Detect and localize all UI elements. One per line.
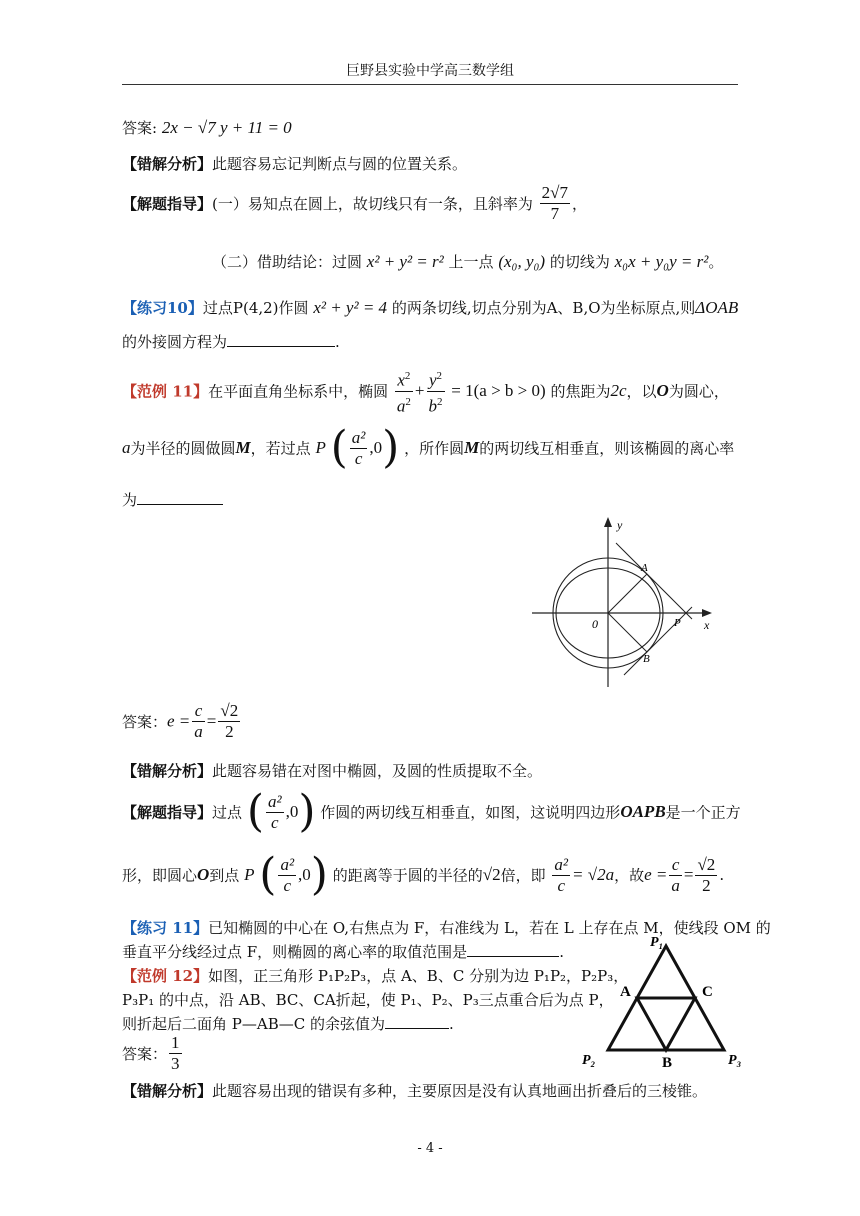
- fl12-line3: 则折起后二面角 P—AB—C 的余弦值为: [122, 1015, 385, 1033]
- fl11-guide2-e2: e =: [644, 865, 668, 884]
- fl11-answer-label: 答案：: [122, 713, 168, 731]
- fl11-guide-c: 是一个正方: [665, 803, 741, 822]
- answer-blank-fl12[interactable]: [385, 1014, 449, 1029]
- answer-math: 2x − √7 y + 11 = 0: [161, 118, 292, 137]
- guide-11-line1: 【解题指导】过点 ( $\frac{\text{a²}}{c}$ ,0) 作圆的两切线互相垂直，如图，这说明四边形OAPB是一个正方: [122, 786, 741, 837]
- fl11-guide2-p: P: [244, 865, 255, 884]
- fl11-answer-value: $\frac{√2}{2}$: [220, 701, 239, 741]
- point-p-y: ,0: [369, 438, 383, 457]
- fl11-line3: 为: [122, 491, 138, 509]
- fl11-err-text: 此题容易错在对图中椭圆，及圆的性质提取不全。: [212, 762, 543, 780]
- figure-a-label-2: A: [620, 984, 631, 1000]
- example-12-line2: [122, 989, 614, 1010]
- ex11-text: 已知椭圆的中心在 O,右焦点为 F，右准线为 L，若在 L 上存在点 M，使线段 OM 的: [208, 919, 771, 937]
- ellipse-y-term: $\frac{y^2}{b^2}$: [427, 366, 445, 416]
- figure-p3-label: P₃: [728, 1053, 742, 1068]
- err-text: 此题容易忘记判断点与圆的位置关系。: [212, 155, 468, 173]
- exercise-10: [122, 297, 738, 318]
- example-11-line1: 【范例 11】在平面直角坐标系中，椭圆 $\frac{x^2}{a^2}$ + $\frac{y^2}{b^2}$ = 1(a > b > 0) 的焦距为2c，以O为圆心，: [122, 366, 729, 416]
- ex10-line2: 的外接圆方程为: [122, 333, 228, 351]
- point-p: P: [315, 438, 326, 457]
- slope-num: 2√7: [541, 183, 568, 202]
- radius-a: a: [122, 438, 131, 457]
- example-12-line3: [122, 1013, 454, 1034]
- figure-b-label-2: B: [662, 1055, 673, 1070]
- header-rule: [122, 84, 738, 85]
- exercise-10-line2: [122, 331, 340, 352]
- error-analysis-1: [122, 153, 467, 174]
- page-header: 巨野县实验中学高三数学组: [346, 63, 514, 79]
- fl12-answer-frac: $\frac{1}{3}$: [171, 1033, 180, 1073]
- guide2-end: 。: [708, 253, 724, 271]
- fl11-answer-ca: $\frac{c}{a}$: [194, 701, 203, 741]
- example-12-answer: [122, 1033, 184, 1074]
- fl11-guide2-c: 的距离等于圆的半径的: [332, 866, 483, 885]
- guide2-frac: $\frac{\text{a²}}{c}$: [554, 854, 569, 895]
- error-analysis-11: [122, 760, 542, 781]
- ex10-circle-eq: x² + y² = 4: [313, 298, 388, 317]
- fl11-text-d: 为圆心，: [668, 382, 729, 401]
- answer-blank-fl11[interactable]: [137, 490, 223, 505]
- fl12-end: .: [448, 1015, 454, 1033]
- triangle-figure: [578, 930, 756, 1070]
- guide2-text: （二）借助结论：过圆: [212, 253, 363, 271]
- center-o: O: [656, 381, 669, 401]
- figure-p1-label: P₁: [650, 935, 664, 950]
- ex10-end: .: [335, 333, 340, 351]
- guide-11-line2: 形，即圆心O到点 P ( $\frac{\text{a²}}{c}$ ,0) 的距离等于圆的半径的√2倍，即 $\frac{\text{a²}}{c}$ = √2a，故e = $\frac{c}{a}$ = $\frac{√2}{2}$ .: [122, 849, 725, 900]
- example-12-line1: [122, 965, 628, 986]
- figure-y-label: y: [617, 518, 623, 532]
- guide-1: [122, 183, 587, 224]
- guide2-point-y: ,0: [298, 865, 311, 884]
- figure-b-label: B: [643, 653, 650, 665]
- figure-p-label: P: [674, 617, 681, 629]
- guide-text: (一）易知点在圆上，故切线只有一条，且斜率为: [212, 195, 533, 213]
- figure-a-label: A: [641, 562, 648, 574]
- fl11-guide2-a: 形，即圆心: [122, 866, 198, 885]
- guide2-ca: $\frac{c}{a}$: [671, 854, 680, 895]
- answer-blank-ex10[interactable]: [227, 332, 335, 347]
- exercise-11-line2: [122, 941, 564, 962]
- fl12-err-text: 此题容易出现的错误有多种，主要原因是没有认真地画出折叠后的三棱锥。: [212, 1082, 708, 1100]
- fl11-guide2-e: ，故: [614, 866, 645, 885]
- exercise-11-tag: 【练习 11】: [122, 919, 209, 937]
- example-12-tag: 【范例 12】: [122, 967, 209, 985]
- ellipse-condition: = 1(a > b > 0): [451, 381, 546, 401]
- fl12-err-tag: 【错解分析】: [122, 1082, 213, 1100]
- ellipse-x-term: $\frac{x^2}{a^2}$: [395, 366, 413, 416]
- guide-point-y: ,0: [285, 802, 299, 821]
- circle-m-2: M: [464, 438, 480, 457]
- example-11-line2: a为半径的圆做圆M，若过点 P ( $\frac{\text{a²}}{c}$ ,0) ，所作圆M的两切线互相垂直，则该椭圆的离心率: [122, 422, 735, 473]
- fl11-guide-a: 过点: [212, 803, 243, 822]
- slope-fraction: [540, 183, 570, 224]
- fl12-line2: P₃P₁ 的中点，沿 AB、BC、CA折起，使 P₁、P₂、P₃三点重合后为点 P，: [122, 991, 614, 1009]
- fl11-line2-e: 的两切线互相垂直，则该椭圆的离心率: [479, 439, 735, 458]
- answer-label: 答案:: [122, 119, 158, 137]
- point-x0y0: (x₀, y₀): [498, 252, 546, 271]
- figure-c-label: C: [702, 984, 713, 1000]
- fl11-text-a: 在平面直角坐标系中，椭圆: [208, 382, 389, 401]
- fl11-guide2-o: O: [197, 865, 210, 884]
- figure-x-label: x: [704, 618, 710, 632]
- guide2-point-x: $\frac{\text{a²}}{c}$: [280, 854, 295, 895]
- guide2-mid2: 的切线为: [549, 253, 610, 271]
- ex11-end: .: [559, 943, 564, 961]
- fl11-guide2-end: .: [719, 866, 725, 884]
- tangent-eq: x₀x + y₀y = r²: [614, 252, 709, 271]
- focal-length: 2c: [610, 381, 627, 401]
- fl11-text-b: 的焦距为: [550, 382, 611, 401]
- fl11-guide-tag: 【解题指导】: [122, 803, 213, 822]
- fl11-sqrt2: √2: [482, 865, 501, 884]
- example-11-tag: 【范例 11】: [122, 382, 209, 401]
- ex10-text-a: 过点P(4,2)作圆: [202, 299, 309, 317]
- guide2-value: $\frac{√2}{2}$: [697, 854, 716, 895]
- error-analysis-12: [122, 1080, 707, 1101]
- circle-eq: x² + y² = r²: [366, 252, 444, 271]
- guide-end: ，: [572, 195, 588, 213]
- ellipse-circle-figure: [528, 515, 728, 690]
- guide-tag: 【解题指导】: [122, 195, 213, 213]
- circle-m: M: [235, 438, 251, 457]
- quadrilateral-oapb: OAPB: [620, 802, 666, 821]
- fl12-line1: 如图，正三角形 P₁P₂P₃，点 A、B、C 分别为边 P₁P₂，P₂P₃，: [208, 967, 629, 985]
- figure-p2-label: P₂: [582, 1053, 596, 1068]
- fl12-answer-label: 答案：: [122, 1045, 168, 1063]
- ex10-text-b: 的两条切线,切点分别为A、B,O为坐标原点,则: [391, 299, 696, 317]
- fl11-line2-c: ，若过点: [250, 439, 311, 458]
- fl11-guide2-d: 倍，即: [500, 866, 546, 885]
- example-11-line3: [122, 489, 223, 510]
- fl11-line2-b: 为半径的圆做圆: [130, 439, 236, 458]
- guide-point-x: $\frac{\text{a²}}{c}$: [267, 791, 282, 832]
- answer-line-1: [122, 117, 292, 138]
- page-number: - 4 -: [417, 1141, 443, 1156]
- ex11-line2: 垂直平分线经过点 F，则椭圆的离心率的取值范围是: [122, 943, 468, 961]
- fl11-guide-b: 作圆的两切线互相垂直，如图，这说明四边形: [320, 803, 621, 822]
- answer-blank-ex11[interactable]: [467, 942, 559, 957]
- fl11-line2-d: ，所作圆: [404, 439, 465, 458]
- ex10-triangle: ΔOAB: [695, 298, 739, 317]
- fl11-guide2-eq: = √2a: [572, 865, 615, 884]
- fl11-guide2-b: 到点: [209, 866, 240, 885]
- fl11-err-tag: 【错解分析】: [122, 762, 213, 780]
- example-11-answer: 答案：e = $\frac{c}{a}$ = $\frac{√2}{2}$: [122, 701, 239, 741]
- point-p-x: $\frac{\text{a²}}{c}$: [351, 427, 366, 468]
- slope-den: 7: [550, 204, 560, 223]
- fl11-answer-e: e =: [167, 711, 191, 731]
- guide2-mid: 上一点: [448, 253, 494, 271]
- exercise-10-tag: 【练习10】: [122, 299, 203, 317]
- fl11-text-c: ，以: [626, 382, 657, 401]
- err-tag: 【错解分析】: [122, 155, 213, 173]
- figure-origin-label: 0: [592, 617, 598, 631]
- guide-2: [212, 251, 723, 272]
